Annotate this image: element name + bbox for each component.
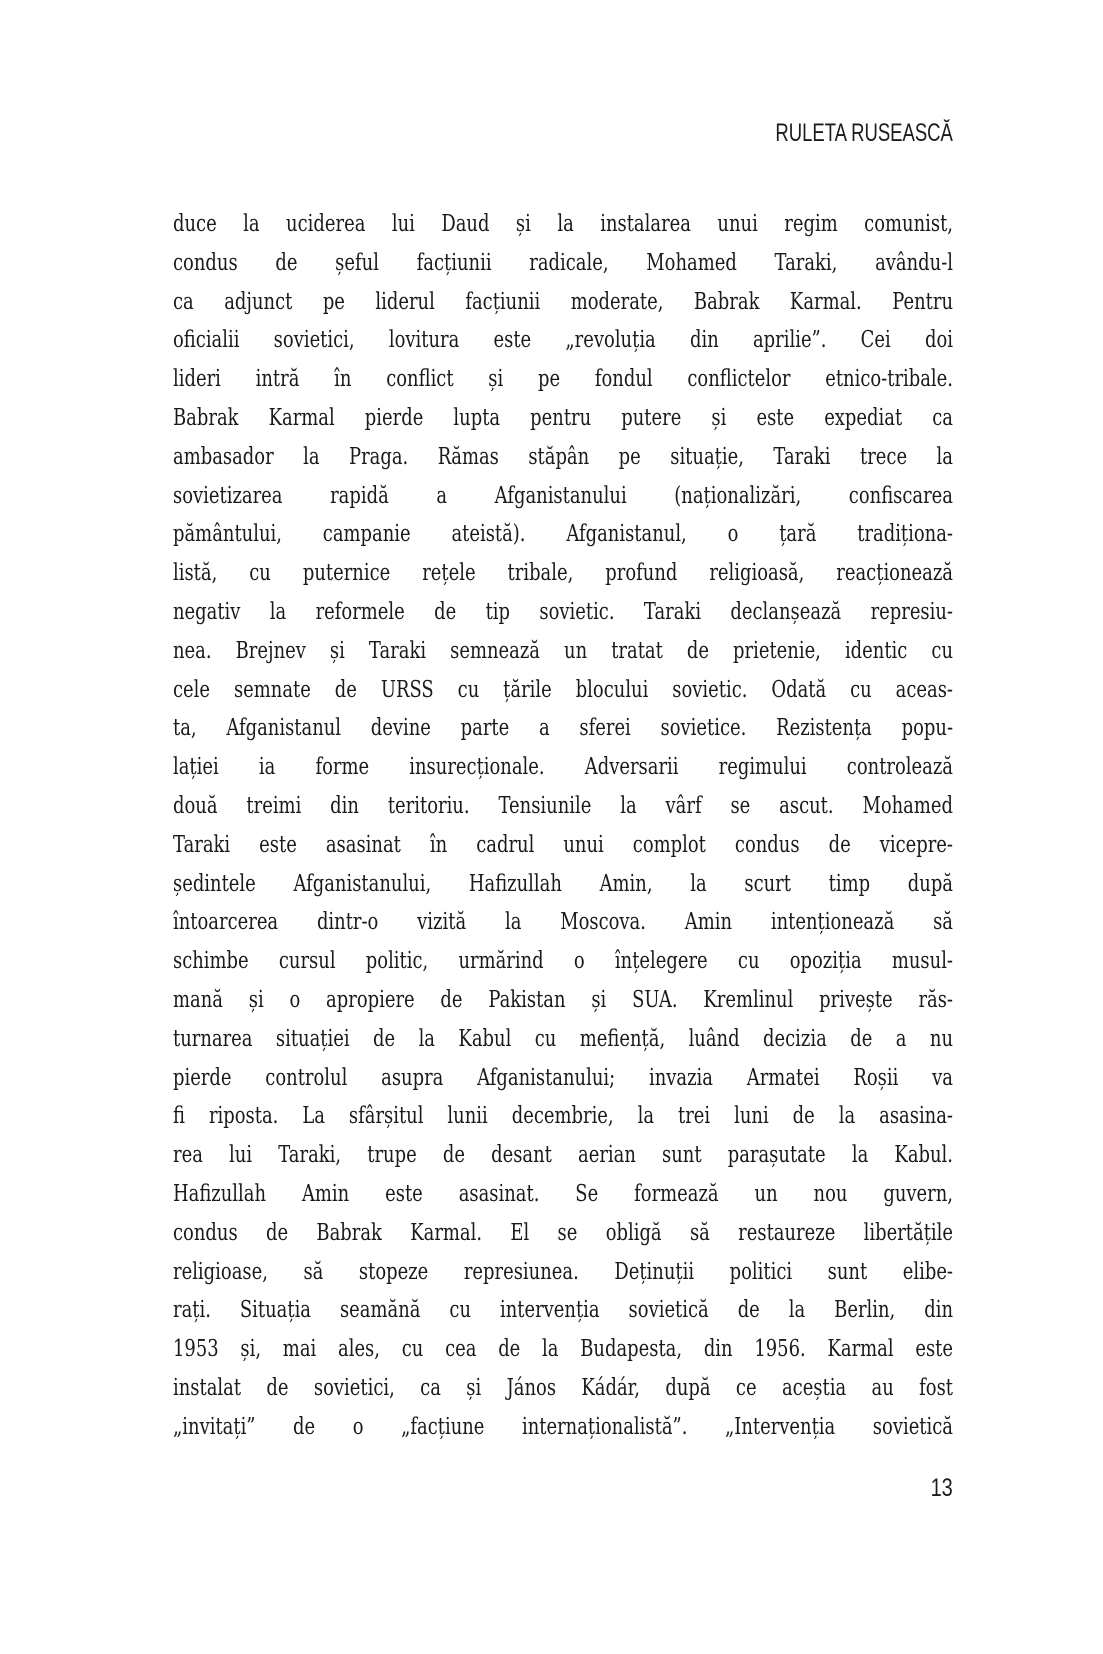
text-line [173, 1136, 953, 1175]
text-line-content: oficialii sovietici, lovitura este „revoluția din aprilie”. Cei doi [173, 327, 953, 354]
text-line-content: duce la uciderea lui Daud și la instalarea unui regim comunist, [173, 211, 953, 237]
text-line [173, 1253, 953, 1292]
text-line [173, 283, 953, 322]
text-line-content: rați. Situația seamănă cu intervenția sovietică de la Berlin, din [173, 1297, 953, 1324]
text-line-content: negativ la reformele de tip sovietic. Taraki declanșează represiu- [173, 598, 953, 625]
text-line-content: condus de șeful facțiunii radicale, Mohamed Taraki, avându-l [173, 249, 953, 276]
text-line-content: rea lui Taraki, trupe de desant aerian sunt parașutate la Kabul. [173, 1142, 953, 1169]
text-line [173, 748, 953, 787]
text-line [173, 709, 953, 748]
text-line-content: 1953 și, mai ales, cu cea de la Budapesta, din 1956. Karmal este [173, 1336, 953, 1363]
text-line-content: schimbe cursul politic, urmărind o înțelegere cu opoziția musul- [173, 948, 953, 975]
text-line [173, 1291, 953, 1330]
text-line [173, 1214, 953, 1253]
text-line [173, 981, 953, 1020]
text-line [173, 1330, 953, 1369]
text-line-content: cele semnate de URSS cu țările blocului sovietic. Odată cu aceas- [173, 676, 953, 703]
text-line [173, 321, 953, 360]
text-line-content: lideri intră în conflict și pe fondul conflictelor etnico-tribale. [173, 366, 953, 393]
text-line-content: mană și o apropiere de Pakistan și SUA. Kremlinul privește răs- [173, 986, 953, 1013]
text-line-content: religioase, să stopeze represiunea. Deținuții politici sunt elibe- [173, 1258, 953, 1285]
text-line [173, 1097, 953, 1136]
text-line-content: sovietizarea rapidă a Afganistanului (naționalizări, confiscarea [173, 482, 953, 509]
text-line [173, 515, 953, 554]
text-line [173, 593, 953, 632]
text-line [173, 632, 953, 671]
text-line [173, 205, 953, 244]
text-line [173, 1175, 953, 1214]
text-line [173, 360, 953, 399]
text-line [173, 903, 953, 942]
text-line [173, 1408, 953, 1447]
page-number: 13 [930, 1474, 953, 1502]
text-line [173, 477, 953, 516]
text-line-content: două treimi din teritoriu. Tensiunile la vârf se ascut. Mohamed [173, 792, 953, 819]
text-line-content: nea. Brejnev și Taraki semnează un tratat de prietenie, identic cu [173, 637, 953, 664]
text-line-content: ca adjunct pe liderul facțiunii moderate, Babrak Karmal. Pentru [173, 288, 953, 315]
text-line [173, 1020, 953, 1059]
text-line-content: Hafizullah Amin este asasinat. Se formează un nou guvern, [173, 1180, 953, 1207]
running-header-title: RULETA RUSEASCĂ [775, 119, 953, 147]
text-line-content: ta, Afganistanul devine parte a sferei sovietice. Rezistența popu- [173, 715, 953, 742]
text-line-content: „invitați” de o „facțiune internaționalistă”. „Intervenția sovietică [173, 1413, 953, 1440]
text-line [173, 671, 953, 710]
text-line-content: ședintele Afganistanului, Hafizullah Amin, la scurt timp după [173, 870, 953, 897]
text-line-content: instalat de sovietici, ca și János Kádár, după ce aceștia au fost [173, 1374, 953, 1401]
text-line-content: turnarea situației de la Kabul cu mefiență, luând decizia de a nu [173, 1025, 953, 1052]
text-line-content: condus de Babrak Karmal. El se obligă să restaureze libertățile [173, 1219, 953, 1246]
text-line [173, 1369, 953, 1408]
text-line-content: pierde controlul asupra Afganistanului; invazia Armatei Roșii va [173, 1064, 953, 1091]
text-line [173, 942, 953, 981]
text-line-content: pământului, campanie ateistă). Afganistanul, o țară tradiționa- [173, 521, 953, 548]
text-line-content: lației ia forme insurecționale. Adversarii regimului controlează [173, 754, 953, 781]
text-line [173, 826, 953, 865]
text-line [173, 554, 953, 593]
text-line-content: Babrak Karmal pierde lupta pentru putere și este expediat ca [173, 404, 953, 431]
text-line [173, 438, 953, 477]
text-line [173, 787, 953, 826]
text-line [173, 244, 953, 283]
text-line [173, 399, 953, 438]
text-line-content: listă, cu puternice rețele tribale, profund religioasă, reacționează [173, 560, 953, 587]
body-text [173, 205, 953, 1447]
text-line-content: întoarcerea dintr-o vizită la Moscova. Amin intenționează să [173, 909, 953, 936]
text-line-content: Taraki este asasinat în cadrul unui complot condus de vicepre- [173, 831, 953, 858]
text-line [173, 865, 953, 904]
text-line-content: fi riposta. La sfârșitul lunii decembrie, la trei luni de la asasina- [173, 1103, 953, 1130]
text-line-content: ambasador la Praga. Rămas stăpân pe situație, Taraki trece la [173, 443, 953, 470]
text-line [173, 1059, 953, 1098]
